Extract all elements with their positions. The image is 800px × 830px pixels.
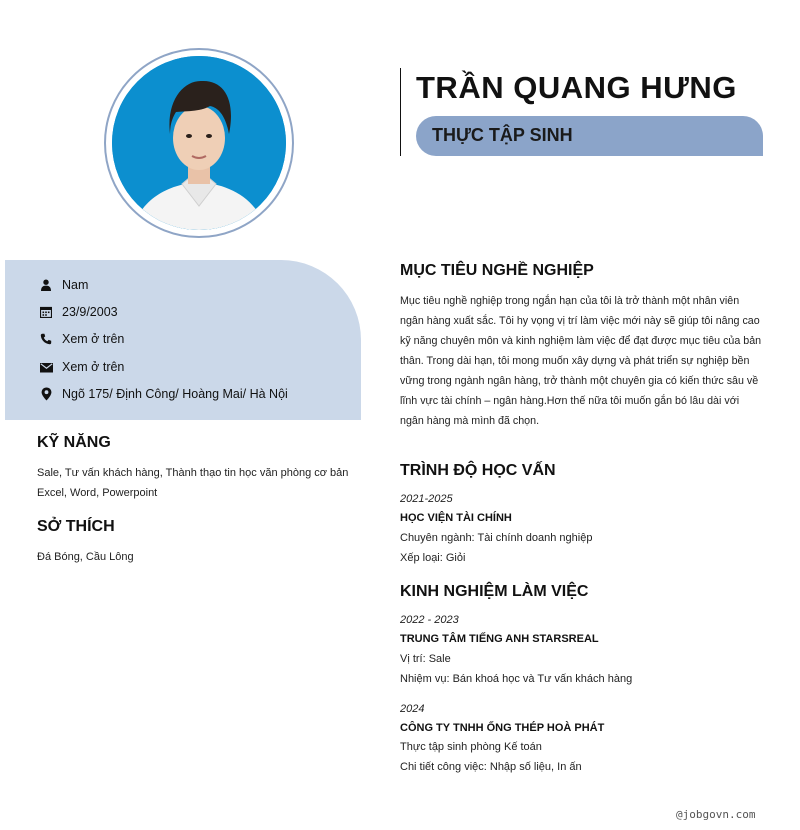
contact-address-label: Ngõ 175/ Định Công/ Hoàng Mai/ Hà Nội <box>62 387 288 401</box>
job-detail: Vị trí: Sale <box>400 653 451 665</box>
user-icon <box>39 278 53 292</box>
contact-phone <box>39 329 124 349</box>
contact-address <box>39 384 288 404</box>
calendar-icon <box>39 305 53 319</box>
header-divider <box>400 68 401 156</box>
location-pin-icon <box>39 387 53 401</box>
skills-text: Sale, Tư vấn khách hàng, Thành thạo tin học văn phòng cơ bản Excel, Word, Powerpoint <box>37 467 349 499</box>
contact-email <box>39 357 124 377</box>
contact-email-label: Xem ở trên <box>62 360 125 374</box>
objective-text: Mục tiêu nghề nghiệp trong ngắn hạn của tôi là trở thành một nhân viên ngân hàng xuất sắc. Tôi hy vọng vị trí làm việc mới này sẽ giúp tôi nâng cao kỹ năng chuyên môn và kinh nghiệm làm việc để đạt được mục tiêu của bản thân. Trong dài hạn, tôi mong muốn xây dựng và phát triển sự nghiệp bền vững trong ngành ngân hàng, trở thành một chuyên gia có kiến thức sâu về lĩnh vực tài chính – ngân hàng.Hơn thế nữa tôi muốn gắn bó lâu dài với ngân hàng mà mình đã chọn. <box>400 295 762 427</box>
hobbies-text: Đá Bóng, Cầu Lông <box>37 551 134 563</box>
education-period: 2021-2025 <box>400 493 453 505</box>
profile-photo-frame <box>104 48 294 238</box>
education-school: HỌC VIỆN TÀI CHÍNH <box>400 512 512 524</box>
contact-birthday <box>39 302 118 322</box>
phone-icon <box>39 332 53 346</box>
job-period: 2022 - 2023 <box>400 614 459 626</box>
skills-heading: KỸ NĂNG <box>37 434 111 451</box>
role-banner <box>416 116 763 156</box>
candidate-role: THỰC TẬP SINH <box>432 125 573 145</box>
job-detail: Thực tập sinh phòng Kế toán <box>400 741 542 753</box>
contact-gender <box>39 275 88 295</box>
education-grade: Xếp loại: Giỏi <box>400 552 466 564</box>
job-company: TRUNG TÂM TIẾNG ANH STARSREAL <box>400 633 599 645</box>
profile-photo <box>112 56 286 230</box>
watermark: @jobgovn.com <box>676 808 756 821</box>
contact-panel <box>5 260 361 420</box>
job-detail: Nhiệm vụ: Bán khoá học và Tư vấn khách hàng <box>400 673 633 685</box>
education-major: Chuyên ngành: Tài chính doanh nghiệp <box>400 532 593 544</box>
objective-heading: MỤC TIÊU NGHỀ NGHIỆP <box>400 262 594 279</box>
avatar-illustration <box>112 56 286 230</box>
hobbies-heading: SỞ THÍCH <box>37 518 115 535</box>
contact-birthday-label: 23/9/2003 <box>62 305 118 319</box>
experience-heading: KINH NGHIỆM LÀM VIỆC <box>400 583 589 600</box>
job-company: CÔNG TY TNHH ỐNG THÉP HOÀ PHÁT <box>400 722 605 734</box>
candidate-name: TRẦN QUANG HƯNG <box>416 70 737 105</box>
contact-gender-label: Nam <box>62 278 89 292</box>
contact-phone-label: Xem ở trên <box>62 332 125 346</box>
job-detail: Chi tiết công việc: Nhập số liệu, In ấn <box>400 761 582 773</box>
job-period: 2024 <box>400 703 425 715</box>
education-heading: TRÌNH ĐỘ HỌC VẤN <box>400 462 556 479</box>
mail-icon <box>39 360 53 374</box>
